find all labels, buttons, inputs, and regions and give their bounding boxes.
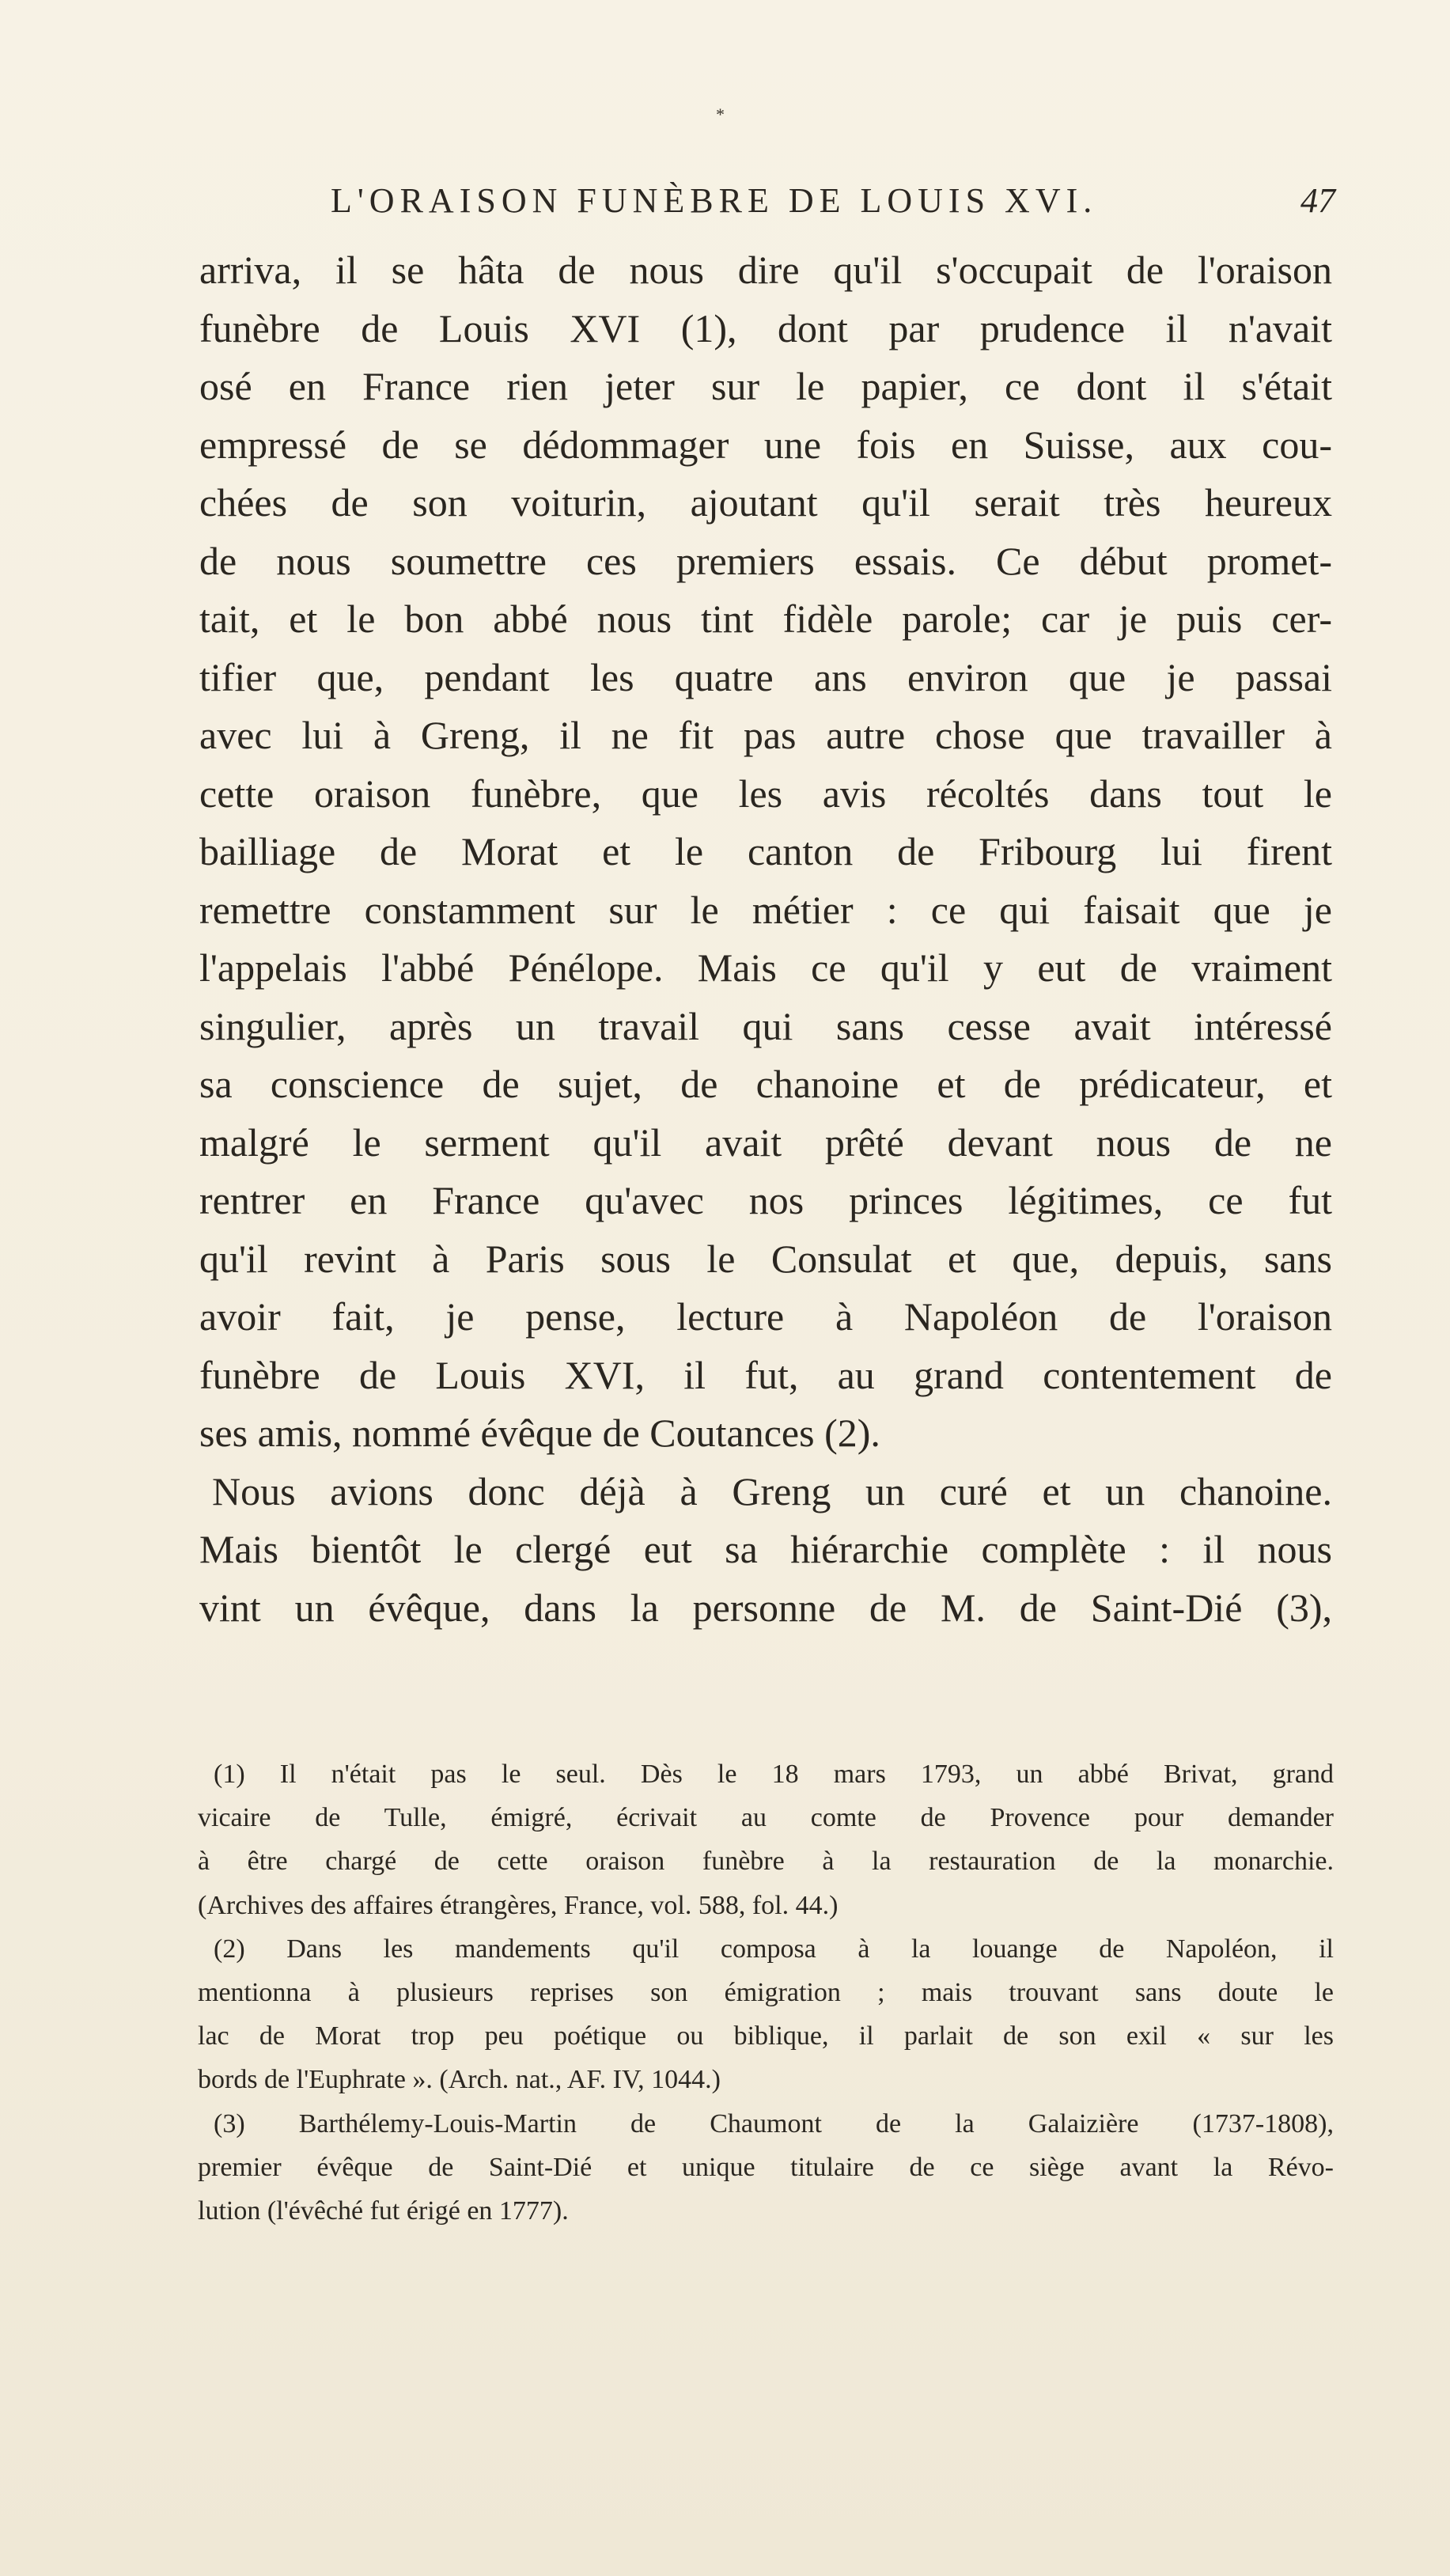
footnote-line: (2) Dans les mandements qu'il composa à la louange de Napoléon, il xyxy=(214,1934,1334,1964)
footnote-line: mentionna à plusieurs reprises son émigration ; mais trouvant sans doute le xyxy=(198,1977,1334,2007)
body-line: bailliage de Morat et le canton de Fribourg lui firent xyxy=(199,829,1332,873)
body-line: Nous avions donc déjà à Greng un curé et un chanoine. xyxy=(212,1468,1332,1513)
printer-mark: * xyxy=(716,104,725,124)
body-line: malgré le serment qu'il avait prêté devant nous de ne xyxy=(199,1119,1332,1165)
footnote-line: lac de Morat trop peu poétique ou biblique, il parlait de son exil « sur les xyxy=(198,2021,1334,2051)
body-line: qu'il revint à Paris sous le Consulat et que, depuis, sans xyxy=(199,1236,1332,1281)
body-line: arriva, il se hâta de nous dire qu'il s'occupait de l'oraison xyxy=(199,248,1332,292)
body-line: avoir fait, je pense, lecture à Napoléon de l'oraison xyxy=(199,1294,1332,1339)
body-line: chées de son voiturin, ajoutant qu'il serait très heureux xyxy=(199,480,1332,525)
footnote-line: (1) Il n'était pas le seul. Dès le 18 mars 1793, un abbé Brivat, grand xyxy=(214,1760,1334,1789)
footnote-line: lution (l'évêché fut érigé en 1777). xyxy=(198,2195,569,2226)
running-title: L'ORAISON FUNÈBRE DE LOUIS XVI. xyxy=(331,181,1098,220)
body-line: funèbre de Louis XVI, il fut, au grand contentement de xyxy=(199,1352,1332,1397)
body-line: l'appelais l'abbé Pénélope. Mais ce qu'il y eut de vraiment xyxy=(199,945,1332,990)
body-line: sa conscience de sujet, de chanoine et de prédicateur, et xyxy=(199,1062,1332,1106)
body-line: empressé de se dédommager une fois en Suisse, aux cou- xyxy=(199,422,1332,467)
footnotes xyxy=(198,1752,1334,2233)
body-line: osé en France rien jeter sur le papier, ce dont il s'était xyxy=(199,364,1332,408)
footnote-line: vicaire de Tulle, émigré, écrivait au comte de Provence pour demander xyxy=(198,1803,1334,1833)
footnote-line: bords de l'Euphrate ». (Arch. nat., AF. IV, 1044.) xyxy=(198,2065,721,2095)
body-line: vint un évêque, dans la personne de M. de Saint-Dié (3), xyxy=(199,1585,1332,1630)
body-text xyxy=(199,241,1332,1637)
body-line: cette oraison funèbre, que les avis récoltés dans tout le xyxy=(199,771,1332,816)
page-header xyxy=(331,180,1335,236)
footnote-line: premier évêque de Saint-Dié et unique titulaire de ce siège avant la Révo- xyxy=(198,2152,1334,2182)
body-line: avec lui à Greng, il ne fit pas autre chose que travailler à xyxy=(199,713,1332,757)
body-line: remettre constamment sur le métier : ce qui faisait que je xyxy=(199,887,1332,932)
footnote-line: (3) Barthélemy-Louis-Martin de Chaumont de la Galaizière (1737-1808), xyxy=(214,2108,1334,2138)
body-line: funèbre de Louis XVI (1), dont par prudence il n'avait xyxy=(199,305,1332,350)
body-line: singulier, après un travail qui sans cesse avait intéressé xyxy=(199,1003,1332,1048)
body-line: rentrer en France qu'avec nos princes légitimes, ce fut xyxy=(199,1178,1332,1222)
body-line: ses amis, nommé évêque de Coutances (2). xyxy=(199,1411,880,1455)
body-line: Mais bientôt le clergé eut sa hiérarchie complète : il nous xyxy=(199,1527,1332,1571)
body-line: de nous soumettre ces premiers essais. Ce début promet- xyxy=(199,538,1332,583)
footnote-line: (Archives des affaires étrangères, France, vol. 588, fol. 44.) xyxy=(198,1890,839,1920)
page-number: 47 xyxy=(1300,181,1335,220)
body-line: tifier que, pendant les quatre ans environ que je passai xyxy=(199,654,1332,699)
footnote-line: à être chargé de cette oraison funèbre à la restauration de la monarchie. xyxy=(198,1847,1334,1877)
body-line: tait, et le bon abbé nous tint fidèle parole; car je puis cer- xyxy=(199,597,1332,641)
